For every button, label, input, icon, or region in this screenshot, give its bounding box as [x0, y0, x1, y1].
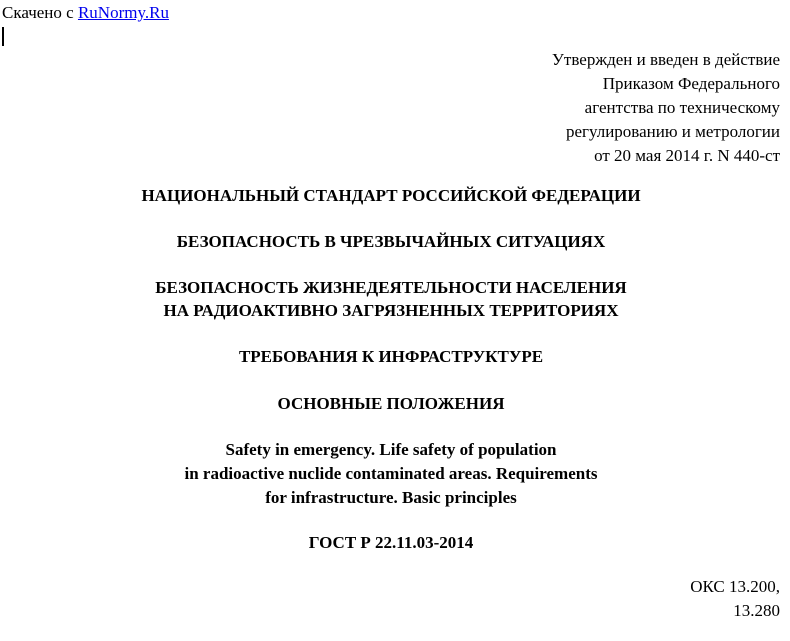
source-prefix: Скачено с: [2, 3, 78, 22]
national-standard-title: НАЦИОНАЛЬНЫЙ СТАНДАРТ РОССИЙСКОЙ ФЕДЕРАЦИИ: [141, 186, 641, 205]
english-title-line: in radioactive nuclide contaminated areas. Requirements: [184, 464, 598, 483]
text-cursor: [2, 27, 4, 46]
approval-line: Приказом Федерального: [602, 74, 780, 93]
infrastructure-title: ТРЕБОВАНИЯ К ИНФРАСТРУКТУРЕ: [238, 347, 544, 366]
approval-line: от 20 мая 2014 г. N 440-ст: [594, 146, 780, 165]
runormy-link[interactable]: RuNormy.Ru: [77, 3, 169, 22]
oks-line: 13.280: [733, 601, 780, 620]
english-title-line: for infrastructure. Basic principles: [265, 488, 517, 507]
standard-number: ГОСТ Р 22.11.03-2014: [308, 533, 474, 552]
approval-block: [552, 48, 780, 168]
approval-line: Утвержден и введен в действие: [551, 50, 780, 69]
oks-classification: [690, 575, 780, 623]
main-provisions-title: ОСНОВНЫЕ ПОЛОЖЕНИЯ: [277, 394, 505, 413]
english-title-line: Safety in emergency. Life safety of population: [225, 440, 557, 459]
life-safety-title-line: БЕЗОПАСНОСТЬ ЖИЗНЕДЕЯТЕЛЬНОСТИ НАСЕЛЕНИЯ: [155, 278, 627, 297]
approval-line: агентства по техническому: [584, 98, 780, 117]
emergency-safety-title: БЕЗОПАСНОСТЬ В ЧРЕЗВЫЧАЙНЫХ СИТУАЦИЯХ: [176, 232, 606, 251]
life-safety-title: [0, 276, 782, 322]
life-safety-title-line: НА РАДИОАКТИВНО ЗАГРЯЗНЕННЫХ ТЕРРИТОРИЯХ: [163, 301, 619, 320]
source-line: [2, 3, 169, 23]
approval-line: регулированию и метрологии: [565, 122, 780, 141]
english-title: [0, 438, 782, 510]
oks-line: ОКС 13.200,: [690, 577, 780, 596]
